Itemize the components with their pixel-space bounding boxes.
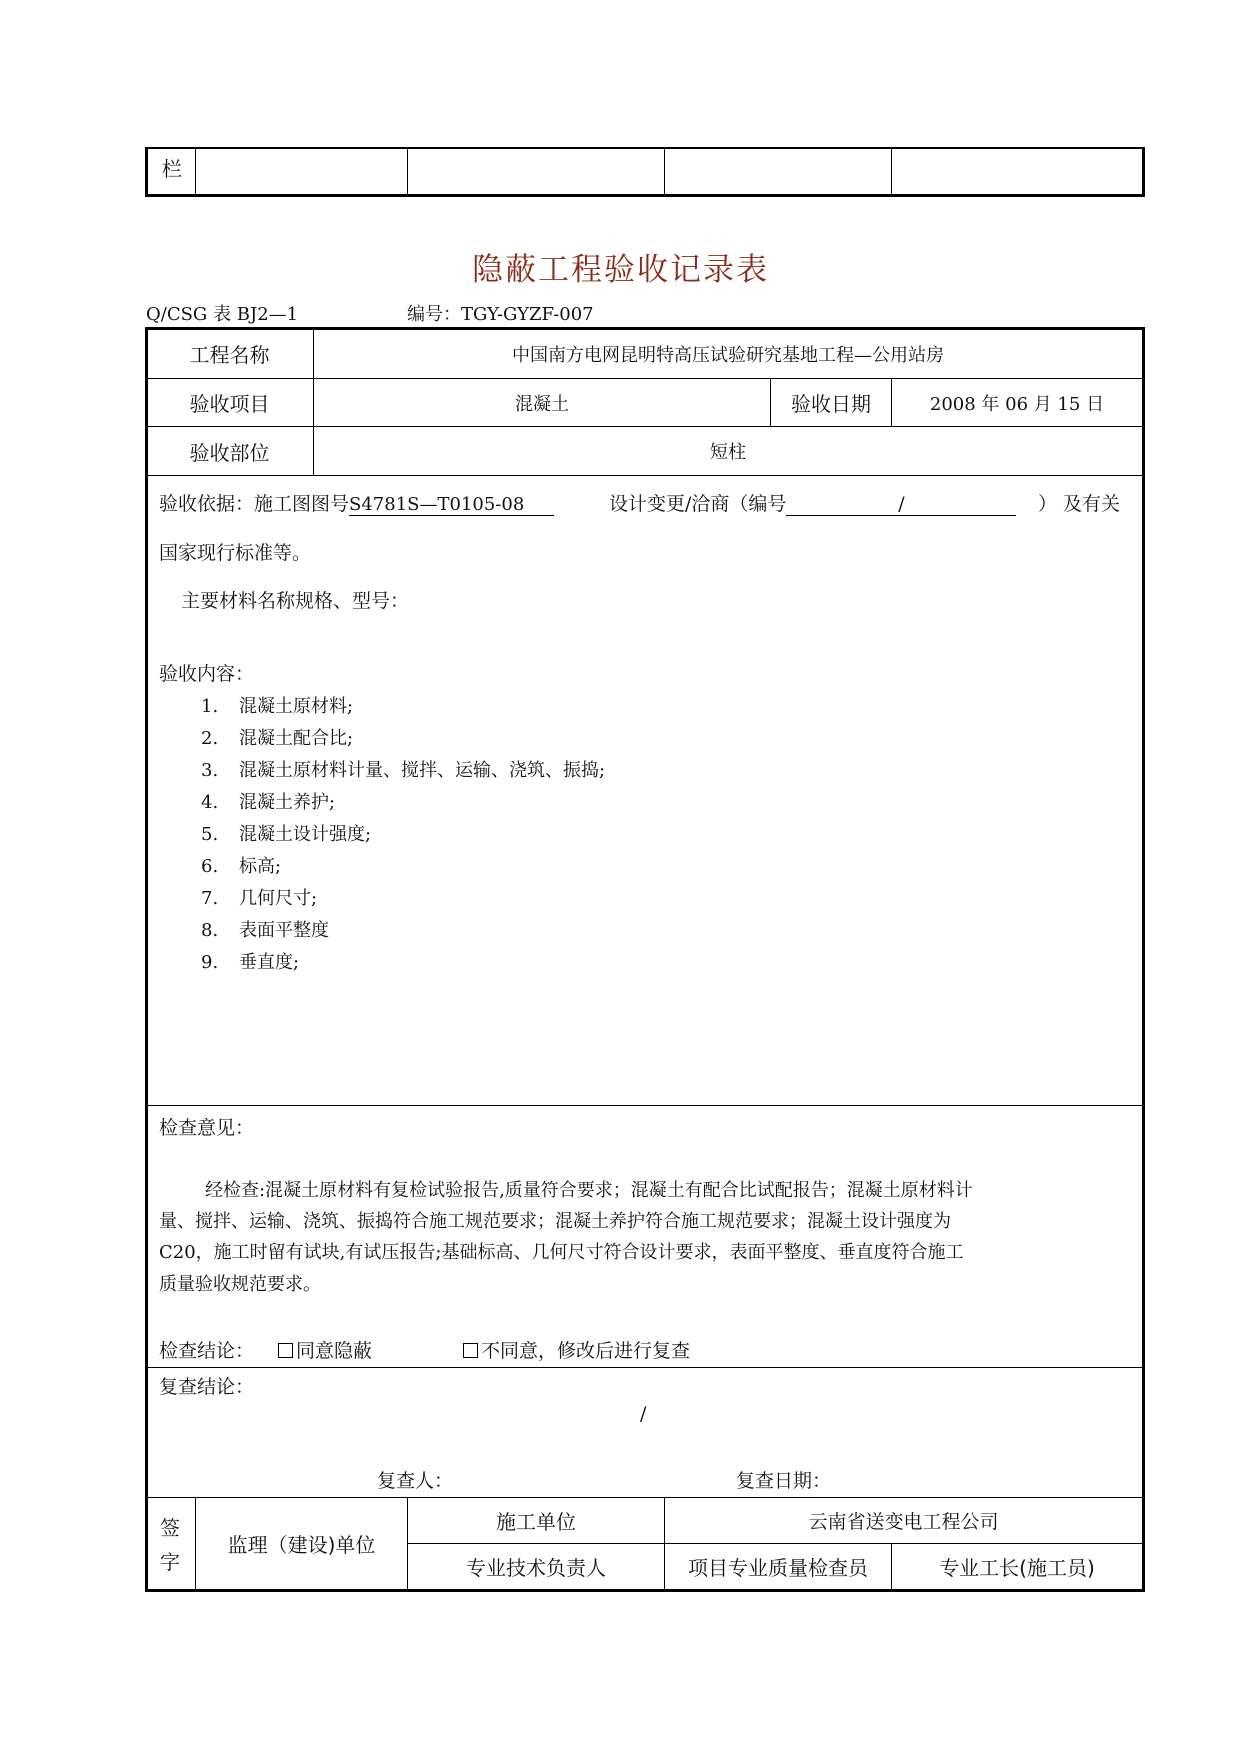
part-value: 短柱: [710, 442, 746, 463]
top-table-border: [146, 194, 1144, 197]
project-name-label: 工程名称: [189, 343, 270, 367]
option-disagree[interactable]: [463, 1336, 690, 1363]
supervisor-unit: 监理（建设)单位: [227, 1533, 376, 1557]
top-table-border: [145, 147, 148, 197]
top-table-divider: [195, 147, 196, 195]
design-change-value: /: [786, 493, 1016, 516]
materials-label: 主要材料名称规格、型号：: [181, 590, 410, 612]
date-value: 2008 年 06 月 15 日: [929, 393, 1105, 415]
recheck-value: /: [640, 1403, 647, 1425]
list-item: 6. 标高;: [201, 856, 282, 877]
inspection-line: 量、搅拌、运输、浇筑、振捣符合施工规范要求；混凝土养护符合施工规范要求；混凝土设计强度为: [159, 1211, 951, 1232]
form-code: Q/CSG 表 BJ2—1: [146, 304, 299, 325]
inspection-line: C20，施工时留有试块,有试压报告;基础标高、几何尺寸符合设计要求，表面平整度、垂直度符合施工: [159, 1242, 964, 1263]
inspection-line: 质量验收规范要求。: [159, 1274, 321, 1295]
recheck-heading: 复查结论：: [159, 1376, 255, 1398]
item-label: 验收项目: [189, 392, 270, 416]
top-table-border: [146, 147, 1144, 149]
basis-line2: 国家现行标准等。: [159, 542, 312, 564]
sign-label-bottom: 字: [160, 1550, 180, 1574]
part-label: 验收部位: [189, 440, 270, 465]
recheck-date-label: 复查日期：: [736, 1470, 832, 1492]
list-item: 1. 混凝土原材料;: [201, 696, 354, 717]
list-item: 4. 混凝土养护;: [201, 792, 336, 813]
design-change: [609, 489, 1016, 516]
drawing-number: S4781S—T0105-08: [349, 494, 554, 516]
option-agree-label: 同意隐蔽: [296, 1340, 373, 1362]
inspection-line: 经检查:混凝土原材料有复检试验报告,质量符合要求；混凝土有配合比试配报告；混凝土原材料计: [205, 1180, 973, 1201]
construction-unit-label: 施工单位: [496, 1510, 576, 1534]
list-item: 3. 混凝土原材料计量、搅拌、运输、浇筑、振捣;: [201, 760, 606, 781]
list-item: 8. 表面平整度: [201, 920, 329, 941]
top-table-divider: [891, 147, 892, 195]
inspection-heading: 检查意见：: [159, 1117, 255, 1139]
top-table-divider: [664, 147, 665, 195]
page-title: 隐蔽工程验收记录表: [472, 252, 769, 288]
basis-line: [159, 489, 554, 516]
main-table-border: [145, 327, 148, 1592]
list-item: 9. 垂直度;: [201, 952, 300, 973]
main-table-border: [1142, 327, 1145, 1592]
checkbox-disagree[interactable]: [463, 1343, 478, 1358]
section-divider: [146, 1105, 1144, 1106]
form-number-value: TGY-GYZF-007: [461, 304, 594, 325]
option-agree[interactable]: [278, 1336, 372, 1363]
top-table-border: [1142, 147, 1145, 197]
foreman-label: 专业工长(施工员): [939, 1556, 1095, 1580]
basis-suffix: ） 及有关: [1038, 493, 1121, 515]
form-number-label: 编号：: [407, 304, 461, 325]
tech-lead-label: 专业技术负责人: [466, 1556, 606, 1580]
list-item: 7. 几何尺寸;: [201, 888, 318, 909]
list-item: 5. 混凝土设计强度;: [201, 824, 372, 845]
quality-inspector-label: 项目专业质量检查员: [688, 1556, 868, 1580]
basis-prefix: 验收依据：施工图图号: [159, 493, 350, 515]
row-divider: [146, 475, 1144, 476]
conclusion-label: 检查结论：: [159, 1340, 255, 1362]
form-number: [407, 300, 594, 326]
date-label: 验收日期: [791, 392, 871, 416]
checkbox-agree[interactable]: [278, 1343, 293, 1358]
contents-heading: 验收内容：: [159, 663, 255, 685]
option-disagree-label: 不同意，修改后进行复查: [481, 1340, 691, 1362]
top-table-first-cell: 栏: [162, 157, 182, 181]
company-name: 云南省送变电工程公司: [808, 1511, 999, 1533]
sign-label-top: 签: [160, 1516, 180, 1540]
list-item: 2. 混凝土配合比;: [201, 728, 354, 749]
recheck-person-label: 复查人：: [377, 1470, 454, 1492]
design-change-label: 设计变更/洽商（编号: [609, 493, 787, 515]
project-name-value: 中国南方电网昆明特高压试验研究基地工程—公用站房: [512, 344, 944, 366]
top-table-divider: [407, 147, 408, 195]
section-divider: [146, 1367, 1144, 1368]
main-table-border: [146, 1589, 1144, 1592]
item-value: 混凝土: [515, 393, 569, 415]
